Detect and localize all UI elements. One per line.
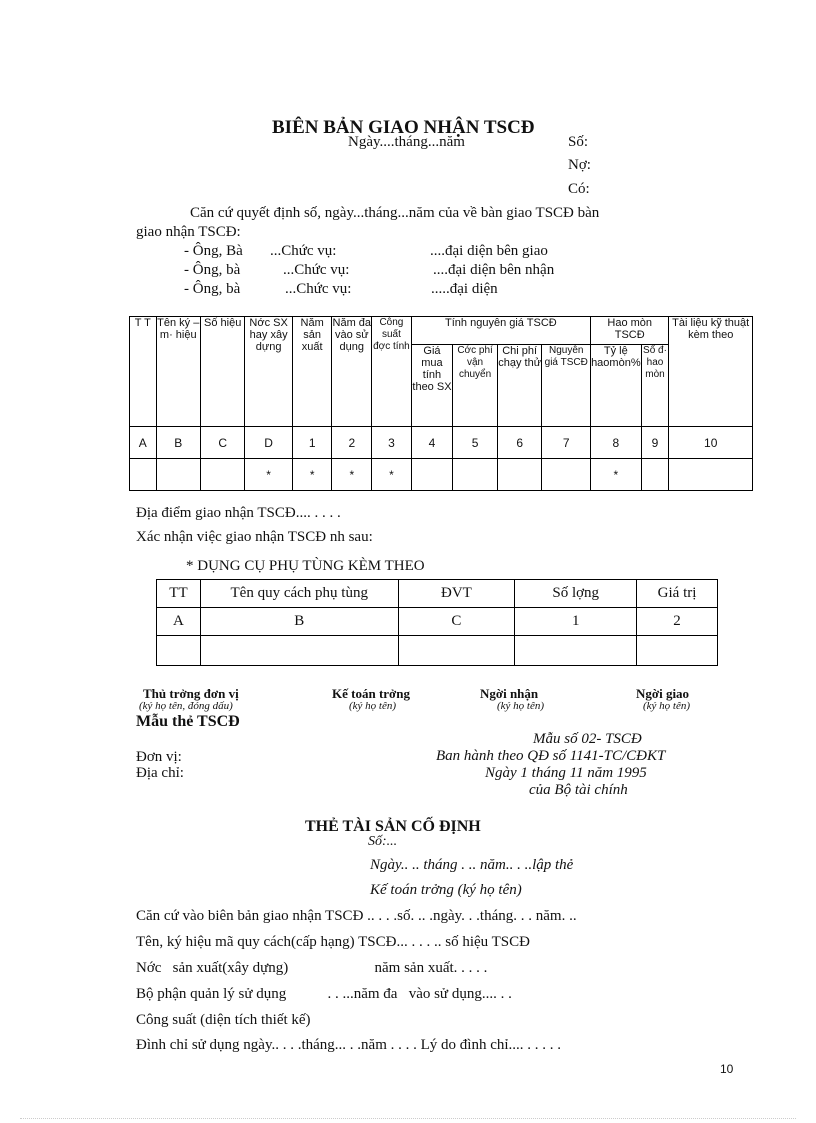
- signature-thu-truong-note: (ký họ tên, đóng dấu): [139, 700, 233, 712]
- code-cell: C: [200, 427, 244, 459]
- code-cell: A: [130, 427, 157, 459]
- card-line-bo-phan: Bộ phận quản lý sử dụng . . ...năm đa vào sử dụng.... . .: [136, 986, 512, 1002]
- col-tt: T T: [130, 317, 157, 427]
- co-label: Có:: [568, 181, 590, 197]
- card-ke-toan: Kế toán trởng (ký họ tên): [370, 882, 522, 898]
- asset-table: [129, 316, 753, 491]
- tools-code-cell: 1: [515, 608, 637, 636]
- don-vi-label: Đơn vị:: [136, 749, 182, 765]
- signature-ke-toan-note: (ký họ tên): [349, 700, 397, 712]
- tools-table: [156, 579, 718, 666]
- person-1-position: ...Chức vụ:: [270, 243, 337, 259]
- no-label: Nợ:: [568, 157, 591, 173]
- person-1-name: - Ông, Bà: [184, 243, 243, 259]
- col-ty-le-hao-mon: Tỷ lệ haomòn%: [591, 345, 642, 427]
- col-cong-suat: Công suất đợc tính: [372, 317, 412, 427]
- person-2-role: ....đại diện bên nhận: [433, 262, 555, 278]
- mark-cell: [669, 459, 753, 491]
- code-cell: 5: [453, 427, 498, 459]
- col-cuoc-phi: Cớc phí vận chuyển: [453, 345, 498, 427]
- code-cell: B: [156, 427, 200, 459]
- mark-cell: [156, 459, 200, 491]
- signature-nguoi-giao: Ngời giao: [636, 686, 690, 701]
- xac-nhan-line: Xác nhận việc giao nhận TSCĐ nh sau:: [136, 529, 373, 545]
- card-line-dinh-chi: Đình chỉ sử dụng ngày.. . . .tháng... . .năm . . . . Lý do đình chỉ.... . . . . .: [136, 1037, 562, 1053]
- mark-cell: *: [292, 459, 332, 491]
- code-cell: 9: [641, 427, 669, 459]
- tools-empty-cell: [515, 636, 637, 666]
- tools-header-dvt: ĐVT: [398, 580, 515, 608]
- person-3-role: .....đại diện: [431, 281, 498, 297]
- intro-line-1: Căn cứ quyết định số, ngày...tháng...năm của về bàn giao TSCĐ bàn: [190, 205, 600, 221]
- mark-cell: *: [245, 459, 292, 491]
- issued-date: Ngày 1 tháng 11 năm 1995: [485, 765, 647, 781]
- col-chi-phi-chay-thu: Chi phí chạy thử: [497, 345, 541, 427]
- col-nam-dua-vao-su-dung: Năm đa vào sử dụng: [332, 317, 372, 427]
- group-hao-mon: Hao mòn TSCĐ: [591, 317, 669, 345]
- card-line-can-cu: Căn cứ vào biên bản giao nhận TSCĐ .. . . .số. .. .ngày. . .tháng. . . năm. ..: [136, 908, 577, 924]
- tools-header-gia-tri: Giá trị: [637, 580, 718, 608]
- code-cell: 1: [292, 427, 332, 459]
- tools-header-tt: TT: [157, 580, 201, 608]
- page-bottom-divider: [20, 1118, 796, 1119]
- mark-cell: [542, 459, 591, 491]
- person-2-position: ...Chức vụ:: [283, 262, 350, 278]
- tools-code-cell: 2: [637, 608, 718, 636]
- col-gia-mua: Giá mua tính theo SX: [411, 345, 453, 427]
- mark-cell: *: [372, 459, 412, 491]
- tools-header-ten: Tên quy cách phụ tùng: [200, 580, 398, 608]
- card-line-ten-ky-hieu: Tên, ký hiệu mã quy cách(cấp hạng) TSCĐ... . . . .. số hiệu TSCĐ: [136, 934, 530, 950]
- tools-empty-cell: [637, 636, 718, 666]
- col-so-hieu: Số hiệu: [200, 317, 244, 427]
- date-line: Ngày....tháng...năm: [348, 134, 465, 150]
- group-tinh-nguyen-gia: Tính nguyên giá TSCĐ: [411, 317, 590, 345]
- tools-code-cell: A: [157, 608, 201, 636]
- code-cell: 4: [411, 427, 453, 459]
- code-cell: 3: [372, 427, 412, 459]
- form-number: Mẫu số 02- TSCĐ: [533, 731, 642, 747]
- mau-the-heading: Mẫu thẻ TSCĐ: [136, 713, 240, 730]
- card-line-nuoc-san-xuat: Nớc sản xuất(xây dựng) năm sản xuất. . . . .: [136, 960, 488, 976]
- signature-nguoi-nhan: Ngời nhận: [480, 686, 539, 701]
- person-3-name: - Ông, bà: [184, 281, 241, 297]
- mark-cell: [497, 459, 541, 491]
- code-cell: 8: [591, 427, 642, 459]
- signature-nguoi-nhan-note: (ký họ tên): [497, 700, 545, 712]
- issued-ministry: của Bộ tài chính: [529, 782, 628, 798]
- person-3-position: ...Chức vụ:: [285, 281, 352, 297]
- mark-cell: [130, 459, 157, 491]
- tools-empty-cell: [398, 636, 515, 666]
- tools-heading: * DỤNG CỤ PHỤ TÙNG KÈM THEO: [186, 558, 425, 574]
- signature-ke-toan: Kế toán trởng: [332, 686, 410, 701]
- code-cell: 2: [332, 427, 372, 459]
- col-so-da-hao-mon: Số đ· hao mòn: [641, 345, 669, 427]
- col-nam-san-xuat: Năm sản xuất: [292, 317, 332, 427]
- issued-by-decision: Ban hành theo QĐ số 1141-TC/CĐKT: [436, 748, 666, 764]
- mark-cell: *: [332, 459, 372, 491]
- mark-cell: [453, 459, 498, 491]
- card-date-line: Ngày.. .. tháng . .. năm.. . ..lập thẻ: [370, 857, 574, 873]
- mark-cell: [411, 459, 453, 491]
- tools-code-cell: B: [200, 608, 398, 636]
- code-cell: 10: [669, 427, 753, 459]
- dia-chi-label: Địa chỉ:: [136, 765, 184, 781]
- card-title: THẺ TÀI SẢN CỐ ĐỊNH: [305, 818, 481, 835]
- col-ten-ky-ma-hieu: Tên ký – m· hiệu: [156, 317, 200, 427]
- tools-code-cell: C: [398, 608, 515, 636]
- dia-diem-line: Địa điểm giao nhận TSCĐ.... . . . .: [136, 505, 341, 521]
- code-cell: 7: [542, 427, 591, 459]
- col-tai-lieu: Tài liệu kỹ thuật kèm theo: [669, 317, 753, 427]
- person-2-name: - Ông, bà: [184, 262, 241, 278]
- doc-title: BIÊN BẢN GIAO NHẬN TSCĐ: [272, 117, 535, 138]
- mark-cell: [641, 459, 669, 491]
- mark-cell: *: [591, 459, 642, 491]
- intro-line-2: giao nhận TSCĐ:: [136, 224, 241, 240]
- tools-empty-cell: [157, 636, 201, 666]
- so-label: Số:: [568, 134, 589, 150]
- col-nguyen-gia: Nguyên giá TSCĐ: [542, 345, 591, 427]
- col-nuoc-sx: Nớc SX hay xây dựng: [245, 317, 292, 427]
- code-cell: 6: [497, 427, 541, 459]
- person-1-role: ....đại diện bên giao: [430, 243, 548, 259]
- mark-cell: [200, 459, 244, 491]
- card-so: Số:...: [368, 834, 398, 849]
- signature-nguoi-giao-note: (ký họ tên): [643, 700, 691, 712]
- code-cell: D: [245, 427, 292, 459]
- page-number: 10: [720, 1062, 734, 1076]
- signature-thu-truong: Thủ trởng đơn vị: [143, 686, 239, 701]
- tools-empty-cell: [200, 636, 398, 666]
- card-line-cong-suat: Công suất (diện tích thiết kế): [136, 1012, 311, 1028]
- tools-header-so-luong: Số lợng: [515, 580, 637, 608]
